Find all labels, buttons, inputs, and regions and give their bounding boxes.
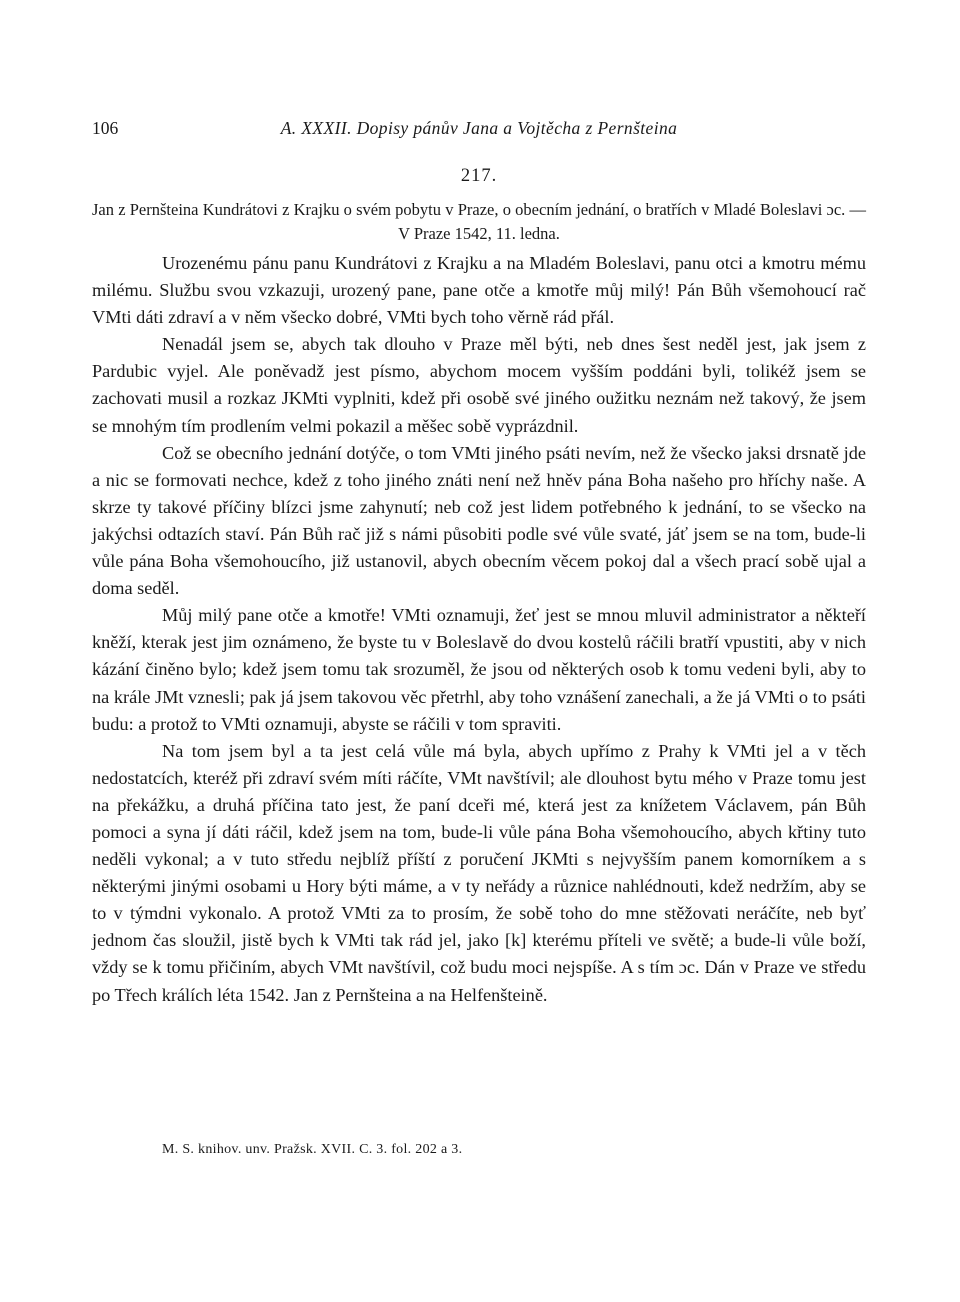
running-title: A. XXXII. Dopisy pánův Jana a Vojtěcha z Pernšteina (280, 118, 678, 138)
letter-body (92, 250, 866, 1009)
paragraph: Můj milý pane otče a kmotře! VMti oznamuji, žeť jest se mnou mluvil administrator a někteří kněží, kterak jest jim oznámeno, že byste tu v Boleslavě do dvou kostelů ráčili bratří vpustiti, aby v nich kázání činěno bylo; kdež jsem tomu tak srozuměl, že jsou od některých osob k tomu vedeni byli, aby to na krále JMt vznesli; pak já jsem takovou věc přetrhl, aby toho vznášení zanechali, a že já VMti o to psáti budu: a protož to VMti oznamuji, abyste se ráčili v tom spraviti. (92, 605, 866, 734)
paragraph: Nenadál jsem se, abych tak dlouho v Praze měl býti, neb dnes šest neděl jest, jak jsem z Pardubic vyjel. Ale poněvadž jest písmo, abychom mocem vyšším poddáni byli, tolikéž jsem se zachovati musil a rozkaz JKMti vyplniti, kdež při osobě své jiného oužitku neznám než takový, že jsem se mnohým tím prodlením velmi pokazil a měšec sobě vyprázdnil. (92, 334, 866, 436)
paragraph: Na tom jsem byl a ta jest celá vůle má byla, abych upřímo z Prahy k VMti jel a v těch nedostatcích, kteréž při zdraví svém míti ráčíte, VMt navštívil; ale dlouhost bytu mého v Praze tomu jest na překážku, a druhá příčina tato jest, že paní dceři mé, která jest za knížetem Václavem, pán Bůh pomoci a syna jí dáti ráčil, kdež jsem na tom, bude-li vůle pána Boha všemohoucího, abych křtiny tuto neděli vykonal; a v tuto středu nejblíž příští z poručení JKMti s nejvyšším panem komorníkem a s některými jinými osobami u Hory býti máme, a v ty neřády a různice nahlédnouti, kdež nedržím, aby se to v týmdni vykonalo. A protož VMti za to prosím, že sobě toho do mne stěžovati neráčíte, neb byť jednom čas sloužil, jistě bych k VMti tak rád jel, jako [k] kterému příteli ve světě; a bude-li vůle boží, vždy se k tomu přičiním, abych VMt navštívil, což budu moci nejspíše. A s tím ɔc. Dán v Praze ve středu po Třech králích léta 1542. Jan z Pernšteina a na Helfenšteině. (92, 740, 866, 1005)
page-number: 106 (92, 118, 119, 138)
document-summary: Jan z Pernšteina Kundrátovi z Krajku o svém pobytu v Praze, o obecním jednání, o bratřích v Mladé Boleslavi ɔc. — V Praze 1542, 11. ledna. (92, 200, 866, 243)
source-note: M. S. knihov. unv. Pražsk. XVII. C. 3. fol. 202 a 3. (162, 1142, 463, 1157)
paragraph: Urozenému pánu panu Kundrátovi z Krajku a na Mladém Boleslavi, panu otci a kmotru mému milému. Službu svou vzkazuji, urozený pane, pane otče a kmotře můj milý! Pán Bůh všemohoucí rač VMti dáti zdraví a v něm všecko dobré, VMti bych toho věrně rád přál. (92, 253, 866, 328)
document-number: 217. (460, 166, 498, 186)
paragraph: Což se obecního jednání dotýče, o tom VMti jiného psáti nevím, než že všecko jaksi drsnatě jde a nic se formovati nechce, kdež z toho jiného znáti není než hněv pána Boha našeho pro hříchy naše. A skrze ty takové příčiny blízci jsme zahynutí; neb což jest lidem potřebného k jednání, to se všecko na jakýchsi odtazích staví. Pán Bůh rač již s námi působiti podle své vůle svaté, jáť jsem se na tom, bude-li vůle pána Boha všemohoucího, již ustanovil, abych obecním věcem pokoj dal a všech prací sobě ujal a doma seděl. (92, 442, 866, 599)
page-header (92, 118, 866, 144)
